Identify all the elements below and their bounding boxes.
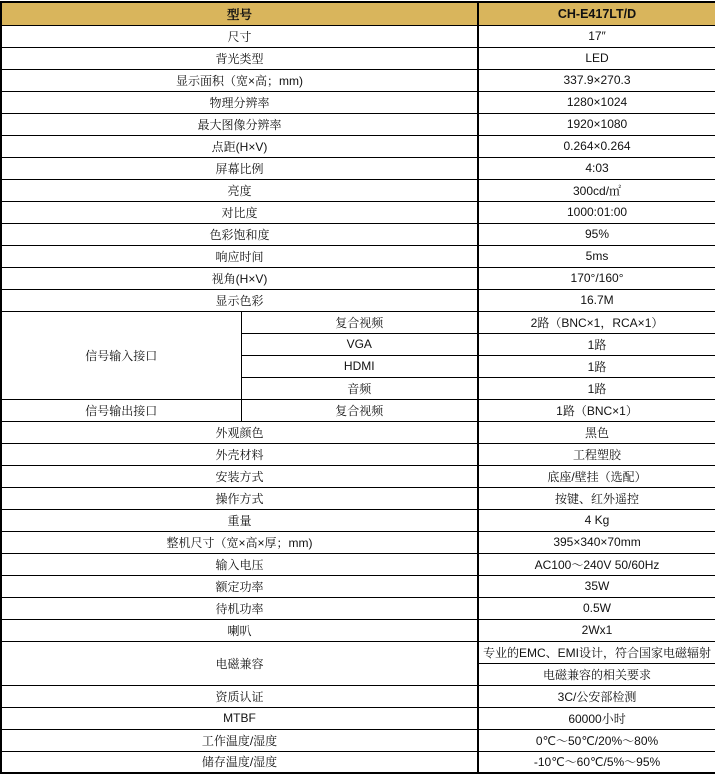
spec-value: 0.264×0.264 (478, 135, 715, 157)
table-row (1, 597, 715, 619)
spec-label: 背光类型 (1, 47, 478, 69)
table-row (1, 267, 715, 289)
spec-value: 60000小时 (478, 707, 715, 729)
spec-label: 亮度 (1, 179, 478, 201)
table-row (1, 685, 715, 707)
spec-value: -10℃～60℃/5%～95% (478, 751, 715, 773)
spec-value: 35W (478, 575, 715, 597)
spec-value: 5ms (478, 245, 715, 267)
spec-value: 1路 (478, 377, 715, 399)
spec-label: 物理分辨率 (1, 91, 478, 113)
spec-label: 整机尺寸（宽×高×厚；mm) (1, 531, 478, 553)
table-row (1, 311, 715, 333)
spec-label: 额定功率 (1, 575, 478, 597)
spec-value: 1000:01:00 (478, 201, 715, 223)
spec-value: 4:03 (478, 157, 715, 179)
table-row (1, 179, 715, 201)
spec-label: 尺寸 (1, 25, 478, 47)
spec-label: 点距(H×V) (1, 135, 478, 157)
signal-input-sub-label: 复合视频 (241, 311, 478, 333)
spec-label: 储存温度/湿度 (1, 751, 478, 773)
spec-label: 显示色彩 (1, 289, 478, 311)
spec-value: 395×340×70mm (478, 531, 715, 553)
spec-value: 337.9×270.3 (478, 69, 715, 91)
spec-label: 操作方式 (1, 487, 478, 509)
spec-label: 资质认证 (1, 685, 478, 707)
spec-value: 16.7M (478, 289, 715, 311)
table-row (1, 289, 715, 311)
spec-label: 重量 (1, 509, 478, 531)
table-row (1, 751, 715, 773)
table-row (1, 729, 715, 751)
spec-label: 待机功率 (1, 597, 478, 619)
emc-label: 电磁兼容 (1, 641, 478, 685)
spec-label: MTBF (1, 707, 478, 729)
table-row (1, 553, 715, 575)
table-row (1, 157, 715, 179)
spec-value: 170°/160° (478, 267, 715, 289)
spec-label: 响应时间 (1, 245, 478, 267)
spec-value: 1路 (478, 333, 715, 355)
signal-input-label: 信号输入接口 (1, 311, 241, 399)
spec-value: AC100～240V 50/60Hz (478, 553, 715, 575)
table-row (1, 69, 715, 91)
spec-value: 17″ (478, 25, 715, 47)
table-row (1, 443, 715, 465)
spec-value: 1920×1080 (478, 113, 715, 135)
table-row (1, 223, 715, 245)
spec-label: 显示面积（宽×高；mm) (1, 69, 478, 91)
table-row (1, 421, 715, 443)
spec-label: 安装方式 (1, 465, 478, 487)
table-row (1, 135, 715, 157)
emc-value-line1: 专业的EMC、EMI设计，符合国家电磁辐射 (478, 641, 715, 663)
spec-label: 屏幕比例 (1, 157, 478, 179)
spec-value: LED (478, 47, 715, 69)
spec-value: 95% (478, 223, 715, 245)
spec-table (0, 1, 715, 774)
spec-value: 底座/壁挂（选配） (478, 465, 715, 487)
table-row (1, 113, 715, 135)
spec-value: 工程塑胶 (478, 443, 715, 465)
table-row (1, 91, 715, 113)
spec-value: 3C/公安部检测 (478, 685, 715, 707)
emc-value-line2: 电磁兼容的相关要求 (478, 663, 715, 685)
spec-value: 0.5W (478, 597, 715, 619)
spec-label: 最大图像分辨率 (1, 113, 478, 135)
table-row (1, 47, 715, 69)
signal-output-sub-label: 复合视频 (241, 399, 478, 421)
table-row (1, 641, 715, 663)
spec-value: 1280×1024 (478, 91, 715, 113)
table-row (1, 707, 715, 729)
signal-output-label: 信号输出接口 (1, 399, 241, 421)
spec-value: 按键、红外遥控 (478, 487, 715, 509)
spec-value: 300cd/㎡ (478, 179, 715, 201)
spec-label: 外壳材料 (1, 443, 478, 465)
table-row (1, 25, 715, 47)
spec-label: 视角(H×V) (1, 267, 478, 289)
table-row (1, 465, 715, 487)
spec-value: 4 Kg (478, 509, 715, 531)
spec-value: 0℃～50℃/20%～80% (478, 729, 715, 751)
table-row (1, 399, 715, 421)
header-value-cell: CH-E417LT/D (478, 2, 715, 25)
spec-label: 对比度 (1, 201, 478, 223)
spec-value: 1路（BNC×1） (478, 399, 715, 421)
signal-input-sub-label: VGA (241, 333, 478, 355)
signal-input-sub-label: 音频 (241, 377, 478, 399)
table-row (1, 487, 715, 509)
spec-value: 2路（BNC×1，RCA×1） (478, 311, 715, 333)
spec-value: 2Wx1 (478, 619, 715, 641)
spec-label: 工作温度/湿度 (1, 729, 478, 751)
spec-label: 喇叭 (1, 619, 478, 641)
spec-value: 1路 (478, 355, 715, 377)
table-row (1, 619, 715, 641)
spec-label: 外观颜色 (1, 421, 478, 443)
signal-input-sub-label: HDMI (241, 355, 478, 377)
table-row (1, 245, 715, 267)
spec-label: 输入电压 (1, 553, 478, 575)
spec-value: 黑色 (478, 421, 715, 443)
table-row (1, 509, 715, 531)
table-row (1, 201, 715, 223)
table-row (1, 531, 715, 553)
header-label-cell: 型号 (1, 2, 478, 25)
table-header-row (1, 2, 715, 25)
table-row (1, 575, 715, 597)
spec-label: 色彩饱和度 (1, 223, 478, 245)
